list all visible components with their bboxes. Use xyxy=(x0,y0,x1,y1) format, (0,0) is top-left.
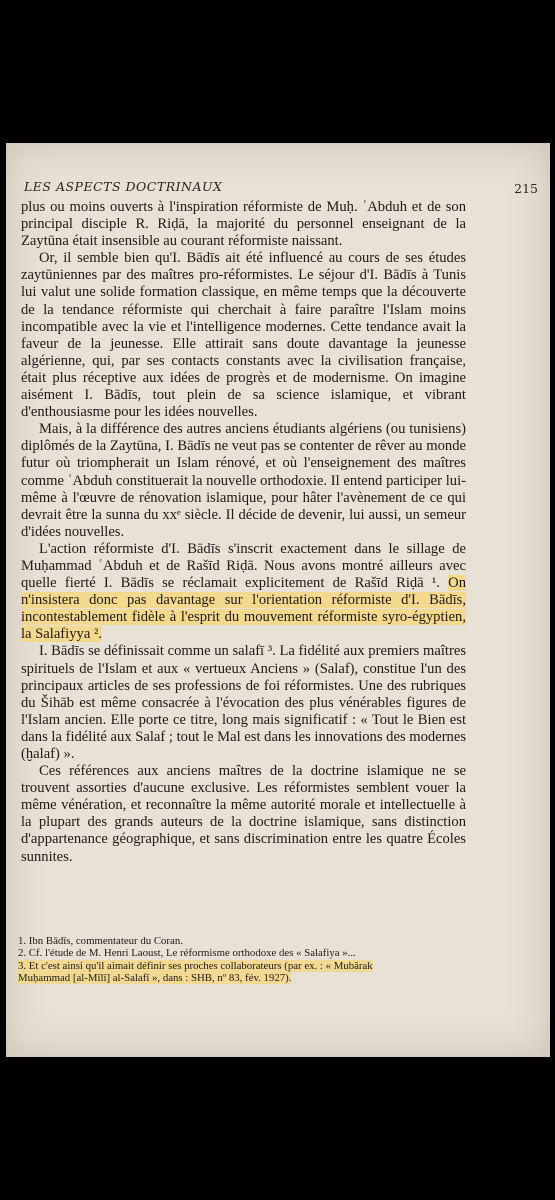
paragraph-6: Ces références aux anciens maîtres de la doctrine islamique ne se trouvent assorties d'aucune exclusive. Les réformistes semblent vouer la même vénération, et reconnaître la même autorité morale et intellectuelle à la plupart des grands auteurs de la doctrine islamique, sans distinction d'appartenance géographique, et sans discrimination entre les quatre Écoles sunnites. xyxy=(21,763,466,865)
footnote-1: 1. Ibn Bādīs, commentateur du Coran. xyxy=(18,935,183,947)
highlighted-passage: On n'insistera donc pas davantage sur l'orientation réformiste d'I. Bādīs, incontestablement fidèle à l'esprit du mouvement réformiste syro-égyptien, la Salafiyya ². xyxy=(21,575,466,643)
book-page xyxy=(6,143,550,1057)
running-head: LES ASPECTS DOCTRINAUX xyxy=(24,179,223,194)
paragraph-4 xyxy=(21,541,466,644)
paragraph-2: Or, il semble bien qu'I. Bādīs ait été influencé au cours de ses études zaytūniennes par des maîtres pro-réformistes. Le séjour d'I. Bādīs à Tunis lui valut une solide formation classique, en même temps que la découverte de la tendance réformiste qui cherchait à faire paraître l'Islam moins incompatible avec la vie et l'intelligence modernes. Cette tendance avait la faveur de la jeunesse. Elle attirait sans doute davantage la jeunesse algérienne, qui, par ses contacts constants avec la civilisation française, était plus réceptive aux idées de progrès et de modernisme. On imagine aisément I. Bādīs, tout plein de sa science islamique, et vibrant d'enthousiasme pour les idées nouvelles. xyxy=(21,250,466,421)
footnote-3-continued xyxy=(18,972,448,984)
paragraph-3: Mais, à la différence des autres anciens étudiants algériens (ou tunisiens) diplômés de la Zaytūna, I. Bādīs ne veut pas se contenter de rêver au monde futur où triompherait un Islam rénové, et où l'enseignement des maîtres comme ʿAbduh constituerait la nouvelle orthodoxie. Il entend participer lui-même à l'œuvre de rénovation islamique, pour hâter l'avènement de ce qui devrait être la sunna du xxᵉ siècle. Il décide de devenir, lui aussi, un semeur d'idées nouvelles. xyxy=(21,421,466,540)
footnote-3-highlight: 3. Et c'est ainsi qu'il aimait définir ses proches collaborateurs (par ex. : « Mubārak xyxy=(18,959,373,972)
footnote-2: 2. Cf. l'étude de M. Henri Laoust, Le réformisme orthodoxe des « Salafiya »... xyxy=(18,947,356,960)
page-number: 215 xyxy=(514,181,538,196)
footnotes xyxy=(18,935,448,984)
footnote-3-continued-highlight: Muḥammad [al-Mīlī] al-Salafī », dans : SHB, nº 83, fév. 1927). xyxy=(18,971,292,984)
paragraph-4-text: L'action réformiste d'I. Bādīs s'inscrit exactement dans le sillage de Muḥammad ʿAbduh et de Rašīd Riḍā. Nous avons montré ailleurs avec quelle fierté I. Bādīs se réclamait explicitement de Rašīd Riḍā ¹. xyxy=(21,540,466,592)
body-text xyxy=(21,199,466,866)
paragraph-5: I. Bādīs se définissait comme un salafī ³. La fidélité aux premiers maîtres spirituels de l'Islam et aux « vertueux Anciens » (Salaf), constitue l'un des principaux articles de ses professions de foi réformistes. Une des rubriques du Šihāb est même consacrée à l'évocation des plus vénérables figures de l'Islam ancien. Elle porte ce titre, long mais significatif : « Tout le Bien est dans la fidélité aux Salaf ; tout le Mal est dans les innovations des modernes (ḫalaf) ». xyxy=(21,643,467,762)
paragraph-1: plus ou moins ouverts à l'inspiration réformiste de Muḥ. ʿAbduh et de son principal disciple R. Riḍā, la majorité du personnel enseignant de la Zaytūna était insensible au courant réformiste naissant. xyxy=(21,199,466,250)
footnote-3 xyxy=(18,960,448,972)
